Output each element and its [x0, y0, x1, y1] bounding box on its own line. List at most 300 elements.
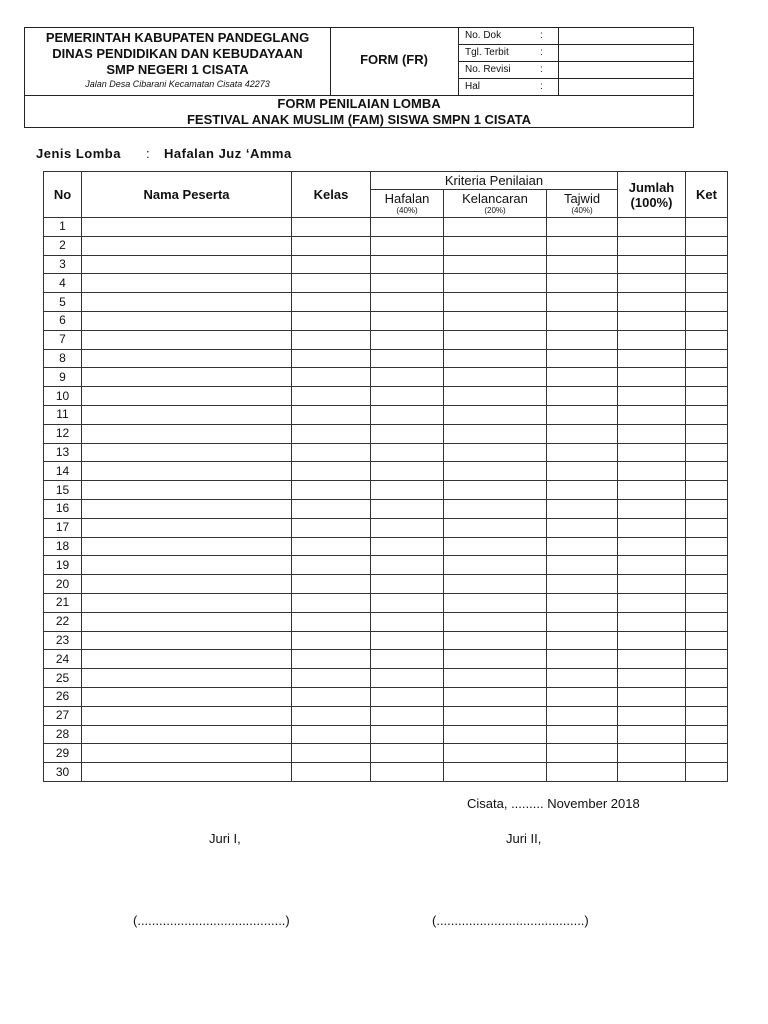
table-row	[44, 650, 728, 669]
row-number: 6	[44, 311, 82, 330]
form-title	[25, 96, 693, 128]
table-cell	[547, 631, 618, 650]
table-cell	[82, 349, 292, 368]
table-cell	[444, 387, 547, 406]
table-cell	[292, 462, 371, 481]
table-cell	[371, 631, 444, 650]
table-cell	[444, 443, 547, 462]
table-cell	[618, 537, 686, 556]
meta-separator: :	[540, 64, 543, 75]
table-cell	[686, 368, 728, 387]
org-line: SMP NEGERI 1 CISATA	[106, 62, 249, 77]
table-cell	[686, 763, 728, 782]
table-cell	[371, 575, 444, 594]
table-cell	[686, 687, 728, 706]
table-cell	[371, 481, 444, 500]
table-cell	[371, 650, 444, 669]
competition-type-value: Hafalan Juz ‘Amma	[164, 146, 292, 161]
table-cell	[618, 387, 686, 406]
table-cell	[444, 274, 547, 293]
row-number: 17	[44, 518, 82, 537]
table-cell	[82, 593, 292, 612]
meta-separator: :	[540, 47, 543, 58]
row-number: 3	[44, 255, 82, 274]
table-cell	[618, 669, 686, 688]
table-cell	[547, 612, 618, 631]
table-cell	[686, 593, 728, 612]
table-cell	[444, 462, 547, 481]
row-number: 29	[44, 744, 82, 763]
table-cell	[82, 650, 292, 669]
table-cell	[547, 218, 618, 237]
table-cell	[292, 330, 371, 349]
row-number: 14	[44, 462, 82, 481]
table-cell	[82, 236, 292, 255]
meta-value-cell	[558, 45, 559, 61]
table-cell	[292, 631, 371, 650]
table-cell	[371, 349, 444, 368]
row-number: 28	[44, 725, 82, 744]
table-cell	[292, 293, 371, 312]
table-cell	[371, 387, 444, 406]
table-cell	[292, 744, 371, 763]
table-cell	[618, 274, 686, 293]
table-cell	[618, 687, 686, 706]
col-jumlah-header	[618, 172, 686, 218]
org-line: DINAS PENDIDIKAN DAN KEBUDAYAAN	[52, 46, 303, 61]
table-cell	[686, 669, 728, 688]
table-cell	[686, 462, 728, 481]
table-cell	[292, 725, 371, 744]
table-row	[44, 725, 728, 744]
table-cell	[371, 763, 444, 782]
table-cell	[618, 706, 686, 725]
table-cell	[618, 593, 686, 612]
table-cell	[82, 424, 292, 443]
table-cell	[82, 556, 292, 575]
table-cell	[292, 499, 371, 518]
table-cell	[618, 311, 686, 330]
table-row	[44, 349, 728, 368]
row-number: 12	[44, 424, 82, 443]
title-line: FESTIVAL ANAK MUSLIM (FAM) SISWA SMPN 1 CISATA	[186, 112, 532, 127]
table-cell	[686, 725, 728, 744]
table-cell	[547, 349, 618, 368]
table-cell	[686, 537, 728, 556]
table-cell	[618, 575, 686, 594]
table-cell	[371, 368, 444, 387]
row-number: 19	[44, 556, 82, 575]
table-cell	[547, 593, 618, 612]
table-cell	[292, 405, 371, 424]
col-no-header: No	[44, 172, 82, 218]
table-row	[44, 537, 728, 556]
juri-2-label: Juri II,	[506, 831, 542, 846]
table-cell	[371, 499, 444, 518]
meta-row	[458, 45, 694, 62]
table-cell	[686, 349, 728, 368]
table-cell	[371, 462, 444, 481]
table-cell	[371, 612, 444, 631]
row-number: 11	[44, 405, 82, 424]
row-number: 9	[44, 368, 82, 387]
table-cell	[618, 330, 686, 349]
row-number: 1	[44, 218, 82, 237]
table-cell	[618, 725, 686, 744]
juri-1-label: Juri I,	[209, 831, 241, 846]
table-cell	[82, 687, 292, 706]
place-date: Cisata, ......... November 2018	[467, 796, 640, 811]
table-cell	[371, 443, 444, 462]
table-row	[44, 255, 728, 274]
table-cell	[371, 744, 444, 763]
table-row	[44, 218, 728, 237]
table-cell	[547, 368, 618, 387]
table-cell	[371, 669, 444, 688]
table-cell	[371, 218, 444, 237]
document-meta	[458, 28, 694, 95]
table-cell	[444, 481, 547, 500]
meta-label: No. Dok	[465, 30, 502, 41]
table-cell	[371, 537, 444, 556]
table-cell	[292, 575, 371, 594]
table-cell	[547, 499, 618, 518]
table-cell	[82, 293, 292, 312]
table-cell	[618, 424, 686, 443]
jumlah-weight: (100%)	[630, 194, 673, 210]
table-cell	[686, 218, 728, 237]
table-cell	[444, 556, 547, 575]
table-row	[44, 763, 728, 782]
table-cell	[82, 669, 292, 688]
col-kelas-header: Kelas	[292, 172, 371, 218]
table-cell	[618, 349, 686, 368]
table-row	[44, 443, 728, 462]
tajwid-weight: (40%)	[571, 206, 593, 215]
table-cell	[686, 236, 728, 255]
table-cell	[444, 311, 547, 330]
table-cell	[371, 255, 444, 274]
org-line: PEMERINTAH KABUPATEN PANDEGLANG	[45, 30, 310, 45]
table-cell	[292, 236, 371, 255]
table-cell	[292, 368, 371, 387]
table-cell	[82, 575, 292, 594]
meta-row	[458, 79, 694, 95]
table-row	[44, 518, 728, 537]
row-number: 15	[44, 481, 82, 500]
table-cell	[618, 368, 686, 387]
table-cell	[618, 763, 686, 782]
table-cell	[292, 443, 371, 462]
row-number: 30	[44, 763, 82, 782]
table-row	[44, 387, 728, 406]
row-number: 21	[44, 593, 82, 612]
table-cell	[82, 518, 292, 537]
row-number: 2	[44, 236, 82, 255]
col-kriteria-header: Kriteria Penilaian	[371, 172, 618, 190]
table-cell	[686, 405, 728, 424]
table-cell	[686, 612, 728, 631]
table-cell	[686, 518, 728, 537]
row-number: 27	[44, 706, 82, 725]
table-cell	[618, 255, 686, 274]
row-number: 7	[44, 330, 82, 349]
table-cell	[686, 255, 728, 274]
table-cell	[618, 499, 686, 518]
row-number: 24	[44, 650, 82, 669]
table-row	[44, 556, 728, 575]
row-number: 22	[44, 612, 82, 631]
table-cell	[547, 687, 618, 706]
table-cell	[547, 744, 618, 763]
table-cell	[547, 236, 618, 255]
table-cell	[292, 349, 371, 368]
table-cell	[371, 706, 444, 725]
juri-1-signature-line: (.........................................)	[133, 913, 290, 928]
table-cell	[547, 725, 618, 744]
table-cell	[371, 687, 444, 706]
table-cell	[547, 387, 618, 406]
table-cell	[82, 443, 292, 462]
table-cell	[547, 405, 618, 424]
meta-separator: :	[540, 30, 543, 41]
table-cell	[444, 499, 547, 518]
table-cell	[444, 744, 547, 763]
table-cell	[444, 236, 547, 255]
table-cell	[444, 687, 547, 706]
meta-row	[458, 28, 694, 45]
table-cell	[444, 631, 547, 650]
col-ket-header: Ket	[686, 172, 728, 218]
table-cell	[444, 612, 547, 631]
score-table	[43, 171, 728, 782]
table-cell	[371, 518, 444, 537]
table-cell	[547, 706, 618, 725]
table-cell	[292, 687, 371, 706]
table-cell	[371, 593, 444, 612]
competition-type-label: Jenis Lomba	[36, 146, 121, 161]
table-cell	[444, 405, 547, 424]
table-row	[44, 236, 728, 255]
table-cell	[618, 518, 686, 537]
table-cell	[444, 368, 547, 387]
org-address: Jalan Desa Cibarani Kecamatan Cisata 42273	[85, 79, 270, 89]
meta-label: Tgl. Terbit	[465, 47, 509, 58]
table-cell	[547, 293, 618, 312]
table-row	[44, 405, 728, 424]
table-cell	[371, 556, 444, 575]
table-cell	[686, 575, 728, 594]
table-row	[44, 274, 728, 293]
meta-row	[458, 62, 694, 79]
table-cell	[686, 311, 728, 330]
table-cell	[686, 330, 728, 349]
table-cell	[444, 330, 547, 349]
table-cell	[292, 763, 371, 782]
table-cell	[686, 556, 728, 575]
table-cell	[444, 763, 547, 782]
tajwid-label: Tajwid	[563, 191, 601, 206]
table-cell	[82, 631, 292, 650]
table-cell	[444, 255, 547, 274]
kelancaran-weight: (20%)	[484, 206, 506, 215]
table-cell	[547, 255, 618, 274]
table-cell	[292, 612, 371, 631]
table-cell	[547, 763, 618, 782]
table-cell	[547, 518, 618, 537]
table-row	[44, 706, 728, 725]
table-cell	[547, 669, 618, 688]
form-code: FORM (FR)	[360, 52, 428, 67]
row-number: 25	[44, 669, 82, 688]
table-cell	[444, 650, 547, 669]
row-number: 4	[44, 274, 82, 293]
table-cell	[686, 499, 728, 518]
table-cell	[686, 706, 728, 725]
row-number: 23	[44, 631, 82, 650]
col-nama-header: Nama Peserta	[82, 172, 292, 218]
table-cell	[444, 293, 547, 312]
table-cell	[547, 575, 618, 594]
table-cell	[547, 274, 618, 293]
table-cell	[82, 330, 292, 349]
table-cell	[292, 556, 371, 575]
row-number: 8	[44, 349, 82, 368]
table-cell	[292, 424, 371, 443]
table-cell	[547, 556, 618, 575]
title-line: FORM PENILAIAN LOMBA	[277, 96, 441, 111]
table-cell	[618, 293, 686, 312]
row-number: 5	[44, 293, 82, 312]
row-number: 10	[44, 387, 82, 406]
table-cell	[82, 311, 292, 330]
table-cell	[371, 293, 444, 312]
table-cell	[82, 725, 292, 744]
table-cell	[292, 255, 371, 274]
table-cell	[547, 537, 618, 556]
table-row	[44, 481, 728, 500]
table-cell	[444, 218, 547, 237]
table-cell	[292, 518, 371, 537]
table-cell	[686, 387, 728, 406]
meta-value-cell	[558, 28, 559, 44]
table-row	[44, 631, 728, 650]
table-cell	[547, 462, 618, 481]
table-cell	[371, 405, 444, 424]
table-cell	[686, 443, 728, 462]
table-row	[44, 593, 728, 612]
row-number: 26	[44, 687, 82, 706]
table-cell	[686, 650, 728, 669]
table-cell	[686, 424, 728, 443]
table-cell	[371, 424, 444, 443]
table-cell	[82, 706, 292, 725]
table-cell	[686, 274, 728, 293]
table-row	[44, 612, 728, 631]
row-number: 20	[44, 575, 82, 594]
juri-2-signature-line: (.........................................)	[432, 913, 589, 928]
table-cell	[82, 368, 292, 387]
table-cell	[618, 650, 686, 669]
table-cell	[444, 575, 547, 594]
table-cell	[292, 669, 371, 688]
table-cell	[618, 744, 686, 763]
table-row	[44, 575, 728, 594]
table-row	[44, 368, 728, 387]
table-cell	[371, 330, 444, 349]
meta-label: Hal	[465, 81, 481, 92]
table-cell	[371, 274, 444, 293]
table-cell	[444, 349, 547, 368]
col-hafalan-header	[371, 190, 444, 218]
meta-value-cell	[558, 62, 559, 78]
organization-block	[25, 30, 330, 91]
col-kelancaran-header	[444, 190, 547, 218]
table-cell	[618, 218, 686, 237]
table-cell	[618, 556, 686, 575]
table-cell	[82, 218, 292, 237]
table-cell	[371, 236, 444, 255]
table-cell	[292, 537, 371, 556]
table-cell	[371, 311, 444, 330]
table-cell	[686, 631, 728, 650]
row-number: 18	[44, 537, 82, 556]
table-cell	[82, 462, 292, 481]
table-row	[44, 499, 728, 518]
table-cell	[444, 537, 547, 556]
table-cell	[82, 763, 292, 782]
hafalan-weight: (40%)	[396, 206, 418, 215]
table-cell	[371, 725, 444, 744]
table-row	[44, 424, 728, 443]
meta-separator: :	[540, 81, 543, 92]
table-cell	[82, 612, 292, 631]
table-cell	[82, 537, 292, 556]
competition-type-separator: :	[146, 146, 151, 161]
table-cell	[82, 744, 292, 763]
table-cell	[292, 387, 371, 406]
table-cell	[292, 481, 371, 500]
table-cell	[547, 424, 618, 443]
document-header	[24, 27, 694, 128]
table-row	[44, 744, 728, 763]
table-cell	[618, 462, 686, 481]
row-number: 16	[44, 499, 82, 518]
table-cell	[547, 481, 618, 500]
table-cell	[444, 593, 547, 612]
table-cell	[292, 593, 371, 612]
table-row	[44, 293, 728, 312]
table-cell	[82, 274, 292, 293]
table-cell	[618, 236, 686, 255]
table-cell	[82, 255, 292, 274]
table-cell	[82, 405, 292, 424]
meta-label: No. Revisi	[465, 64, 511, 75]
table-cell	[686, 293, 728, 312]
table-row	[44, 311, 728, 330]
table-row	[44, 330, 728, 349]
table-cell	[82, 387, 292, 406]
table-cell	[618, 612, 686, 631]
table-cell	[292, 311, 371, 330]
table-cell	[618, 631, 686, 650]
table-cell	[547, 311, 618, 330]
table-cell	[686, 481, 728, 500]
table-cell	[292, 650, 371, 669]
row-number: 13	[44, 443, 82, 462]
table-cell	[618, 443, 686, 462]
table-cell	[444, 669, 547, 688]
